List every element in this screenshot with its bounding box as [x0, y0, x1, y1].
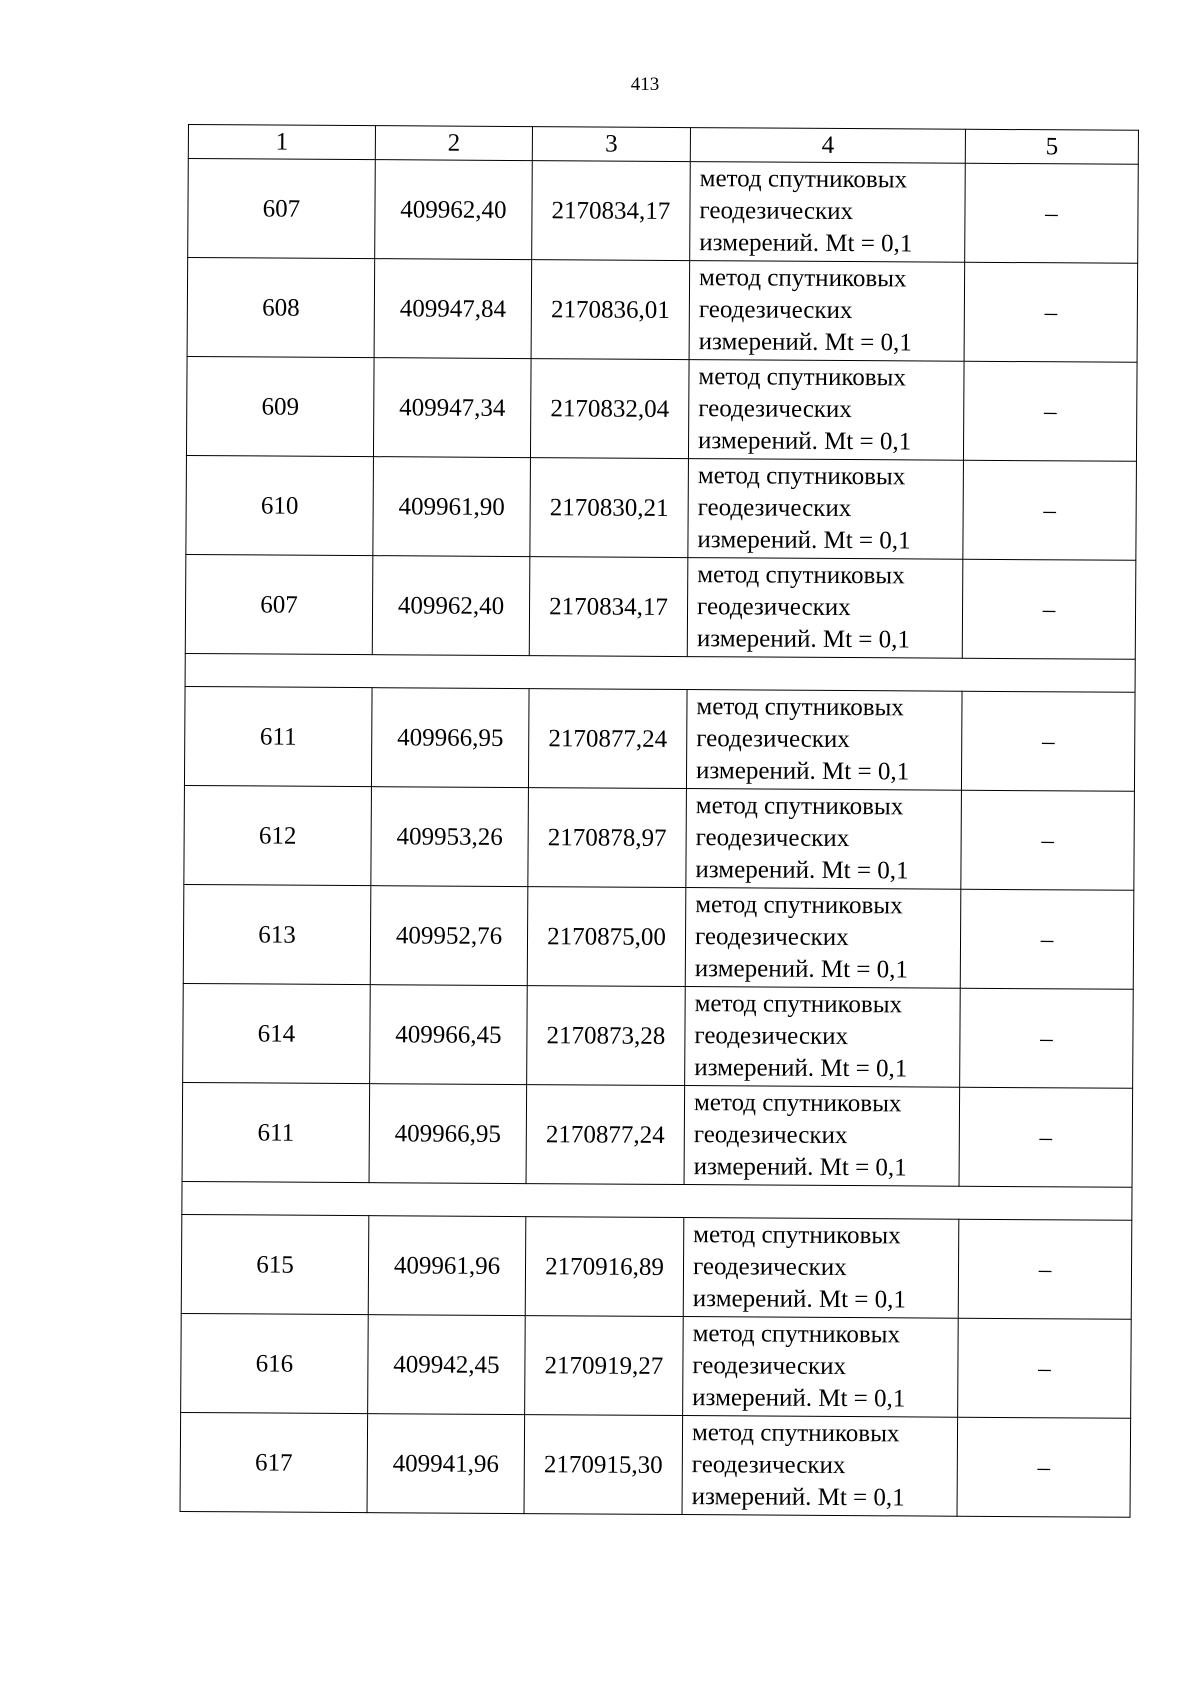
x-coordinate-cell: 409966,95 [371, 688, 529, 788]
table-row [187, 258, 1138, 363]
table-row [186, 455, 1137, 560]
header-cell-1: 1 [188, 125, 375, 160]
point-number-cell: 611 [184, 686, 372, 786]
note-cell: – [960, 988, 1134, 1088]
y-coordinate-cell: 2170877,24 [528, 689, 687, 789]
x-coordinate-cell: 409962,40 [372, 556, 530, 656]
point-number-cell: 607 [188, 159, 376, 259]
y-coordinate-cell: 2170877,24 [526, 1085, 685, 1185]
x-coordinate-cell: 409962,40 [375, 160, 533, 260]
y-coordinate-cell: 2170836,01 [531, 260, 690, 360]
point-number-cell: 615 [181, 1214, 369, 1314]
method-cell: метод спутниковых геодезических измерений. Mt = 0,1 [685, 987, 961, 1088]
y-coordinate-cell: 2170834,17 [532, 161, 691, 261]
y-coordinate-cell: 2170873,28 [527, 986, 686, 1086]
method-cell: метод спутниковых геодезических измерений. Mt = 0,1 [683, 1218, 959, 1319]
x-coordinate-cell: 409953,26 [371, 787, 529, 887]
point-number-cell: 611 [182, 1082, 370, 1182]
y-coordinate-cell: 2170830,21 [530, 458, 689, 558]
point-number-cell: 609 [186, 356, 374, 456]
method-cell: метод спутниковых геодезических измерений. Mt = 0,1 [688, 459, 964, 560]
note-cell: – [957, 1417, 1131, 1517]
note-cell: – [964, 262, 1138, 362]
table-body [180, 125, 1138, 1518]
table-row [186, 356, 1137, 461]
method-cell: метод спутниковых геодезических измерений. Mt = 0,1 [685, 888, 961, 989]
method-cell: метод спутниковых геодезических измерений. Mt = 0,1 [690, 162, 966, 263]
point-number-cell: 613 [183, 884, 371, 984]
header-cell-3: 3 [532, 127, 690, 162]
note-cell: – [961, 790, 1135, 890]
point-number-cell: 612 [184, 785, 372, 885]
y-coordinate-cell: 2170875,00 [527, 887, 686, 987]
header-cell-4: 4 [690, 128, 965, 164]
table-row [182, 1082, 1133, 1187]
method-cell: метод спутниковых геодезических измерений. Mt = 0,1 [688, 360, 964, 461]
method-cell: метод спутниковых геодезических измерений. Mt = 0,1 [686, 789, 962, 890]
note-cell: – [959, 1087, 1133, 1187]
header-cell-2: 2 [375, 126, 532, 161]
y-coordinate-cell: 2170919,27 [525, 1316, 684, 1416]
note-cell: – [962, 559, 1136, 659]
x-coordinate-cell: 409947,84 [374, 259, 532, 359]
method-cell: метод спутниковых геодезических измерений. Mt = 0,1 [689, 261, 965, 362]
note-cell: – [963, 460, 1137, 560]
table-row [180, 1412, 1131, 1517]
note-cell: – [961, 691, 1135, 791]
table-row [181, 1313, 1132, 1418]
x-coordinate-cell: 409947,34 [373, 358, 531, 458]
note-cell: – [963, 361, 1137, 461]
table-row [185, 554, 1136, 659]
point-number-cell: 617 [180, 1412, 368, 1512]
x-coordinate-cell: 409966,45 [370, 985, 528, 1085]
point-number-cell: 610 [186, 455, 374, 555]
method-cell: метод спутниковых геодезических измерений. Mt = 0,1 [687, 558, 963, 659]
table-row [181, 1214, 1132, 1319]
note-cell: – [958, 1219, 1132, 1319]
method-cell: метод спутниковых геодезических измерений. Mt = 0,1 [684, 1086, 960, 1187]
table-row [183, 884, 1134, 989]
x-coordinate-cell: 409961,90 [373, 457, 531, 557]
x-coordinate-cell: 409961,96 [368, 1216, 526, 1316]
x-coordinate-cell: 409941,96 [367, 1414, 525, 1514]
x-coordinate-cell: 409942,45 [368, 1315, 526, 1415]
y-coordinate-cell: 2170878,97 [528, 788, 687, 888]
y-coordinate-cell: 2170832,04 [530, 359, 689, 459]
point-number-cell: 616 [181, 1313, 369, 1413]
point-number-cell: 607 [185, 554, 373, 654]
x-coordinate-cell: 409952,76 [370, 886, 528, 986]
point-number-cell: 608 [187, 258, 375, 358]
note-cell: – [965, 163, 1139, 263]
method-cell: метод спутниковых геодезических измерений. Mt = 0,1 [683, 1317, 959, 1418]
table-row [184, 785, 1135, 890]
page-number: 413 [630, 74, 660, 95]
y-coordinate-cell: 2170916,89 [525, 1217, 684, 1317]
table-row [184, 686, 1135, 791]
table-header-row [188, 125, 1138, 165]
method-cell: метод спутниковых геодезических измерений. Mt = 0,1 [682, 1416, 958, 1517]
point-number-cell: 614 [183, 983, 371, 1083]
table-row [188, 159, 1139, 264]
note-cell: – [958, 1318, 1132, 1418]
note-cell: – [960, 889, 1134, 989]
coordinates-table [180, 124, 1139, 1518]
y-coordinate-cell: 2170834,17 [529, 557, 688, 657]
method-cell: метод спутниковых геодезических измерений. Mt = 0,1 [686, 690, 962, 791]
x-coordinate-cell: 409966,95 [369, 1084, 527, 1184]
table-row [183, 983, 1134, 1088]
y-coordinate-cell: 2170915,30 [524, 1415, 683, 1515]
header-cell-5: 5 [965, 129, 1138, 164]
